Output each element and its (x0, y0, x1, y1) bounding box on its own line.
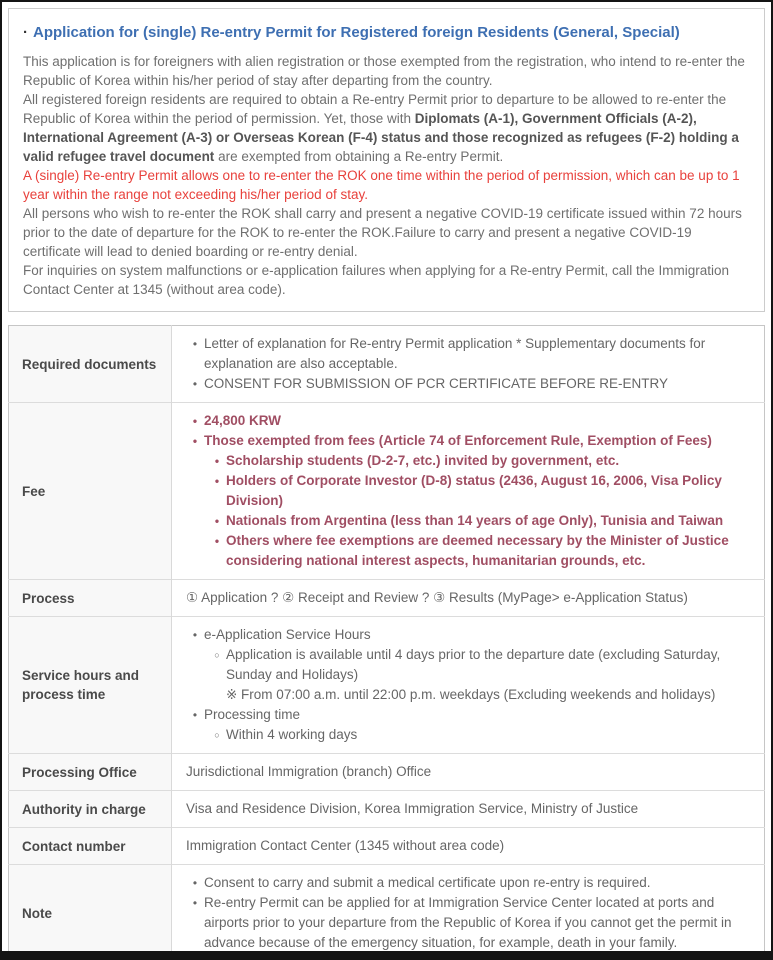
bullet-icon: • (192, 708, 198, 722)
intro-paragraphs (23, 52, 750, 299)
list-item (186, 431, 754, 451)
intro-paragraph: All registered foreign residents are required to obtain a Re-entry Permit prior to departure to be allowed to re-enter the Republic of Korea within the period of permission. Yet, those with Diplomats (A-1), Government Officials (A-2), International Agreement (A-3) or Overseas Korean (F-4) status and those recognized as refugees (F-2) holding a valid refugee travel document are exempted from obtaining a Re-entry Permit. (23, 92, 739, 164)
row-content-fee (172, 403, 765, 580)
list-item-text: Holders of Corporate Investor (D-8) status (2436, August 16, 2006, Visa Policy Division) (226, 473, 722, 508)
list-item (186, 625, 754, 645)
bullet-icon: • (214, 534, 220, 548)
list-item-text: Application is available until 4 days prior to the departure date (excluding Saturday, Sunday and Holidays) (226, 647, 721, 682)
hollow-bullet-icon: ○ (214, 730, 220, 740)
row-label-fee: Fee (9, 403, 172, 580)
list-item (186, 334, 754, 374)
list-item-text: Re-entry Permit can be applied for at Immigration Service Center located at ports and airports prior to your departure from the Republic of Korea if you cannot get the permit in advance because of the emergency situation, for example, death in your family. (204, 895, 732, 950)
bullet-icon: • (192, 337, 198, 351)
intro-paragraph: This application is for foreigners with alien registration or those exempted from the registration, who intend to re-enter the Republic of Korea within his/her period of stay after departing from the country. (23, 54, 745, 88)
hollow-bullet-icon: ○ (214, 650, 220, 660)
table-row-fee (9, 403, 765, 580)
list-item (186, 588, 754, 608)
bullet-icon: • (192, 876, 198, 890)
bullet-icon: • (192, 628, 198, 642)
list-item (208, 531, 754, 571)
list-item-text: Others where fee exemptions are deemed necessary by the Minister of Justice considering national interest aspects, humanitarian grounds, etc. (226, 533, 729, 568)
list-item-text: Within 4 working days (226, 727, 358, 742)
list-item-text: Jurisdictional Immigration (branch) Office (186, 764, 432, 779)
title-bullet-icon: · (23, 24, 28, 41)
row-content-process (172, 580, 765, 617)
bullet-icon: • (214, 514, 220, 528)
list-item-text: Visa and Residence Division, Korea Immigration Service, Ministry of Justice (186, 801, 639, 816)
list-item-text: Scholarship students (D-2-7, etc.) invited by government, etc. (226, 453, 620, 468)
bullet-icon: • (214, 454, 220, 468)
bullet-icon: • (192, 414, 198, 428)
list-item (186, 836, 754, 856)
list-item (208, 725, 754, 745)
list-item (186, 893, 754, 953)
intro-box (8, 8, 765, 312)
intro-paragraph: A (single) Re-entry Permit allows one to re-enter the ROK one time within the period of permission, which can be up to 1 year within the range not exceeding his/her period of stay. (23, 168, 740, 202)
list-item-text: Processing time (204, 707, 301, 722)
row-label-authority-in-charge: Authority in charge (9, 791, 172, 828)
page-title (23, 23, 750, 43)
list-item-text: ① Application ? ② Receipt and Review ? ③ Results (MyPage> e-Application Status) (186, 590, 688, 605)
list-item (186, 873, 754, 893)
row-label-note: Note (9, 865, 172, 960)
list-item-text: ※ From 07:00 a.m. until 22:00 p.m. weekdays (Excluding weekends and holidays) (226, 687, 716, 702)
table-row-contact-number (9, 828, 765, 865)
row-label-service-hours: Service hours and process time (9, 617, 172, 754)
list-item (208, 645, 754, 685)
row-content-authority-in-charge (172, 791, 765, 828)
list-item (208, 451, 754, 471)
row-content-note (172, 865, 765, 960)
row-content-contact-number (172, 828, 765, 865)
bullet-icon: • (214, 474, 220, 488)
row-label-required-documents: Required documents (9, 326, 172, 403)
row-content-required-documents (172, 326, 765, 403)
list-item-text: e-Application Service Hours (204, 627, 371, 642)
list-item-text: CONSENT FOR SUBMISSION OF PCR CERTIFICATE BEFORE RE-ENTRY (204, 376, 669, 391)
row-label-process: Process (9, 580, 172, 617)
table-row-processing-office (9, 754, 765, 791)
list-item (208, 511, 754, 531)
table-row-service-hours (9, 617, 765, 754)
page-title-text: Application for (single) Re-entry Permit for Registered foreign Residents (General, Special) (33, 24, 680, 41)
row-content-processing-office (172, 754, 765, 791)
info-table (8, 325, 765, 960)
table-row-process (9, 580, 765, 617)
list-item-text: Nationals from Argentina (less than 14 years of age Only), Tunisia and Taiwan (226, 513, 724, 528)
intro-paragraph: For inquiries on system malfunctions or e-application failures when applying for a Re-entry Permit, call the Immigration Contact Center at 1345 (without area code). (23, 263, 730, 297)
list-item (208, 471, 754, 511)
bullet-icon: • (192, 377, 198, 391)
list-item-text: 24,800 KRW (204, 413, 282, 428)
list-item (186, 411, 754, 431)
list-item (186, 799, 754, 819)
row-label-processing-office: Processing Office (9, 754, 172, 791)
list-item-text: Those exempted from fees (Article 74 of Enforcement Rule, Exemption of Fees) (204, 433, 712, 448)
list-item-text: Immigration Contact Center (1345 without area code) (186, 838, 505, 853)
intro-paragraph: All persons who wish to re-enter the ROK shall carry and present a negative COVID-19 certificate issued within 72 hours prior to the date of departure for the ROK to re-enter the ROK.Failure to carry and present a negative COVID-19 certificate will lead to denied boarding or re-entry denial. (23, 206, 742, 259)
list-item-text: Consent to carry and submit a medical certificate upon re-entry is required. (204, 875, 651, 890)
row-content-service-hours (172, 617, 765, 754)
list-item (226, 685, 754, 705)
bullet-icon: • (192, 896, 198, 910)
list-item (186, 374, 754, 394)
list-item-text: Letter of explanation for Re-entry Permit application * Supplementary documents for explanation are also acceptable. (204, 336, 706, 371)
table-row-authority-in-charge (9, 791, 765, 828)
row-label-contact-number: Contact number (9, 828, 172, 865)
bullet-icon: • (192, 434, 198, 448)
table-row-required-documents (9, 326, 765, 403)
list-item (186, 705, 754, 725)
list-item (186, 762, 754, 782)
table-row-note (9, 865, 765, 960)
